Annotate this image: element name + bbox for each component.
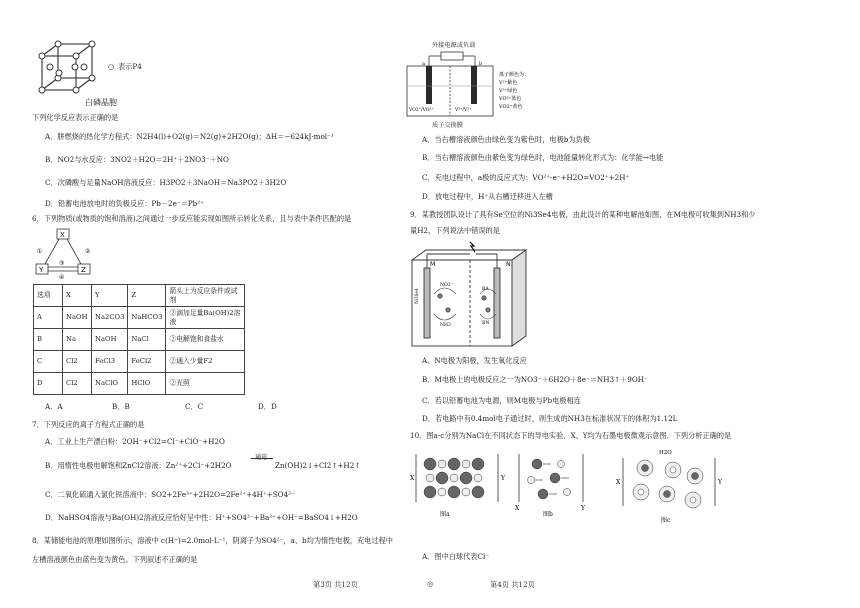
electrode-b-label: b (479, 61, 483, 67)
table-row (34, 351, 245, 373)
table-header-cell: 选项 (34, 285, 63, 307)
electrode-n-label: N (506, 261, 511, 268)
crystal-caption: 白磷晶胞 (85, 98, 117, 107)
q8-option-d: D．放电过程中，H⁺从右槽迁移进入左槽 (422, 192, 553, 201)
table-header-cell: 箭头上为反应条件或试剂 (166, 285, 245, 307)
bn-label: BN (482, 321, 490, 326)
table-cell: NaOH (92, 329, 128, 351)
q7-option-b: B．用惰性电极电解饱和ZnCl2溶液：Zn²⁺+2Cl⁻+2H2O (45, 461, 232, 470)
fig-b-caption: 图b (543, 511, 553, 518)
q9-option-a: A．N电极为阳极，发生氧化反应 (422, 356, 527, 365)
q7-b-condition: 通电 (255, 454, 268, 461)
table-cell: C (34, 351, 63, 373)
q7-stem: 7．下列反应的离子方程式正确的是 (32, 420, 145, 429)
ba-label: BA (482, 287, 489, 292)
legend-line-0: 离子颜色为： (499, 72, 530, 78)
page-number-left: 第3页 共12页 (313, 580, 358, 589)
q10-stem: 10．图a-c分别为NaCl在不同状态下的导电实验．X、Y均为石墨电极微观示意图．下列分析正确的是 (410, 431, 732, 440)
table-row (34, 329, 245, 351)
table-cell: FeCl2 (128, 351, 166, 373)
fig-c-h2o: H2O (659, 450, 672, 456)
fig-b-y: Y (581, 505, 585, 512)
q9-line2: 量H2，下列说法中错误的是 (410, 226, 500, 235)
q9-option-b: B．M电极上的电极反应之一为NO3⁻＋6H2O＋8e⁻＝NH3↑＋9OH⁻ (422, 375, 648, 384)
legend-line-4: VO2⁺黄色 (499, 104, 523, 110)
battery-title: 外接电源或负载 (432, 42, 476, 49)
q6-answer-c: C．C (185, 402, 204, 411)
q5-stem: 下列化学反应表示正确的是 (32, 113, 119, 122)
nh3-label: NH3 (440, 323, 451, 328)
table-cell: FeCl3 (92, 351, 128, 373)
fig-c-caption: 图c (661, 517, 671, 524)
nacl-conduction-figure-c (615, 446, 725, 526)
q7-b-condition-line (251, 458, 273, 459)
table-cell: HClO (128, 373, 166, 395)
electrode-a-label: a (422, 61, 425, 67)
table-row (34, 373, 245, 395)
q5-option-b: B．NO2与水反应：3NO2＋H2O＝2H⁺＋2NO3⁻＋NO (45, 155, 229, 164)
legend-line-2: V³⁺绿色 (499, 88, 518, 94)
label-c2: ② (85, 248, 91, 255)
q5-option-c: C．次磷酸与足量NaOH溶液反应：H3PO2＋3NaOH＝Na3PO2＋3H2O (45, 178, 287, 187)
table-header-cell: Y (92, 285, 128, 307)
q5-option-d: D．铅蓄电池放电时的负极反应：Pb－2e⁻＝Pb²⁺ (45, 199, 204, 208)
table-cell: ②电解饱和食盐水 (166, 329, 245, 351)
legend-line-3: VO²⁺蓝色 (499, 96, 522, 102)
label-c4: ④ (59, 274, 65, 281)
q6-stem: 6．下列物质(或物质的饱和溶液)之间通过一步反应能实现如图所示转化关系，且与表中条件匹配的是 (32, 214, 352, 223)
flow-battery-diagram (405, 52, 535, 124)
table-cell: NaCl (128, 329, 166, 351)
nacl-conduction-figure-b (515, 450, 590, 520)
label-c3: ③ (59, 260, 65, 267)
right-tank-label: V³⁺/V²⁺ (455, 108, 472, 113)
q9-option-d: D．若电路中有0.4mol电子通过时，则生成的NH3在标准状况下的体积为1.12L (422, 414, 678, 423)
q8-option-b: B．当右槽溶液颜色由紫色变为绿色时，电池能量转化形式为：化学能→电能 (422, 153, 664, 162)
q6-answer-b: B．B (112, 402, 130, 411)
q6-answer-a: A．A (45, 402, 63, 411)
table-cell: NaOH (63, 307, 92, 329)
node-z: Z (81, 266, 86, 274)
q9-option-c: C．若以铅蓄电池为电源，则M电极与Pb电极相连 (422, 396, 581, 405)
table-header-cell: X (63, 285, 92, 307)
table-cell: NaHCO3 (128, 307, 166, 329)
q7-option-a: A．工业上生产漂白粉：2OH⁻+Cl2=Cl⁻+ClO⁻+H2O (45, 437, 225, 446)
crystal-legend: 表示P4 (118, 62, 142, 71)
table-cell: D (34, 373, 63, 395)
table-cell: Na (63, 329, 92, 351)
ni3se4-label: Ni3Se4 (414, 288, 419, 304)
table-cell: ②滴加足量Ba(OH)2溶液 (166, 307, 245, 329)
membrane-label: 质子交换膜 (432, 122, 463, 129)
footer-mark: ◎ (427, 579, 434, 588)
q7-option-d: D．NaHSO4溶液与Ba(OH)2溶液反应恰好呈中性：H⁺+SO4²⁻+Ba²⁺+OH⁻=BaSO4↓+H2O (45, 513, 358, 522)
fig-b-x: X (515, 505, 520, 512)
q8-line2: 左槽溶液颜色由蓝色变为黄色。下列叙述不正确的是 (32, 555, 198, 564)
fig-a-y: Y (501, 475, 505, 482)
q7-b-products: Zn(OH)2↓+Cl2↑+H2↑ (275, 461, 361, 470)
table-cell: ②通入少量F2 (166, 351, 245, 373)
table-cell: Cl2 (63, 351, 92, 373)
xyz-conversion-diagram (33, 227, 103, 281)
table-cell: B (34, 329, 63, 351)
q10-option-a: A．图中白球代表Cl⁻ (422, 552, 490, 561)
legend-line-1: V²⁺紫色 (499, 80, 518, 86)
electrolysis-cell-diagram (410, 240, 536, 350)
q9-line1: 9．某教授团队设计了具有Se空位的Ni3Se4电极，由此设计的某种电解池如图，在M电极可收集到NH3和少 (410, 210, 756, 219)
q6-answer-d: D．D (258, 402, 277, 411)
nacl-conduction-figure-a (410, 450, 510, 520)
table-cell: Na2CO3 (92, 307, 128, 329)
q5-option-a: A．肼燃烧的热化学方程式：N2H4(l)+O2(g)＝N2(g)+2H2O(g)；ΔH＝−624kJ·mol⁻¹ (45, 132, 334, 141)
table-header-row (34, 285, 245, 307)
table-header-cell: Z (128, 285, 166, 307)
q6-table (33, 284, 245, 395)
table-cell: A (34, 307, 63, 329)
page-number-right: 第4页 共12页 (490, 580, 535, 589)
white-phosphorus-cell-diagram (38, 40, 98, 94)
legend-circle-icon: ○ (108, 62, 115, 71)
fig-c-y: Y (718, 479, 722, 486)
fig-c-x: X (616, 479, 621, 486)
table-row (34, 307, 245, 329)
fig-a-x: X (410, 475, 415, 482)
q8-line1: 8．某储能电池的原理如图所示，溶液中 c(H⁺)=2.0mol·L⁻¹，阴离子为SO4²⁻，a、b均为惰性电极，充电过程中 (32, 536, 393, 545)
q8-option-a: A．当右槽溶液颜色由绿色变为紫色时，电极b为负极 (422, 135, 590, 144)
table-cell: Cl2 (63, 373, 92, 395)
label-c1: ① (37, 248, 43, 255)
left-tank-label: VO2⁺/VO²⁺ (409, 108, 434, 113)
node-x: X (60, 231, 65, 239)
table-cell: ②光照 (166, 373, 245, 395)
electrode-m-label: M (430, 261, 436, 268)
q8-option-c: C．充电过程中，a极的反应式为：VO²⁺-e⁻+H2O=VO2⁺+2H⁺ (422, 173, 630, 182)
no3-label: NO3⁻ (440, 283, 454, 288)
table-cell: NaClO (92, 373, 128, 395)
fig-a-caption: 图a (440, 511, 450, 518)
q7-option-c: C．二氧化硫通入氯化铁溶液中：SO2+2Fe³⁺+2H2O=2Fe²⁺+4H⁺+SO4²⁻ (45, 490, 295, 499)
node-y: Y (39, 266, 44, 274)
